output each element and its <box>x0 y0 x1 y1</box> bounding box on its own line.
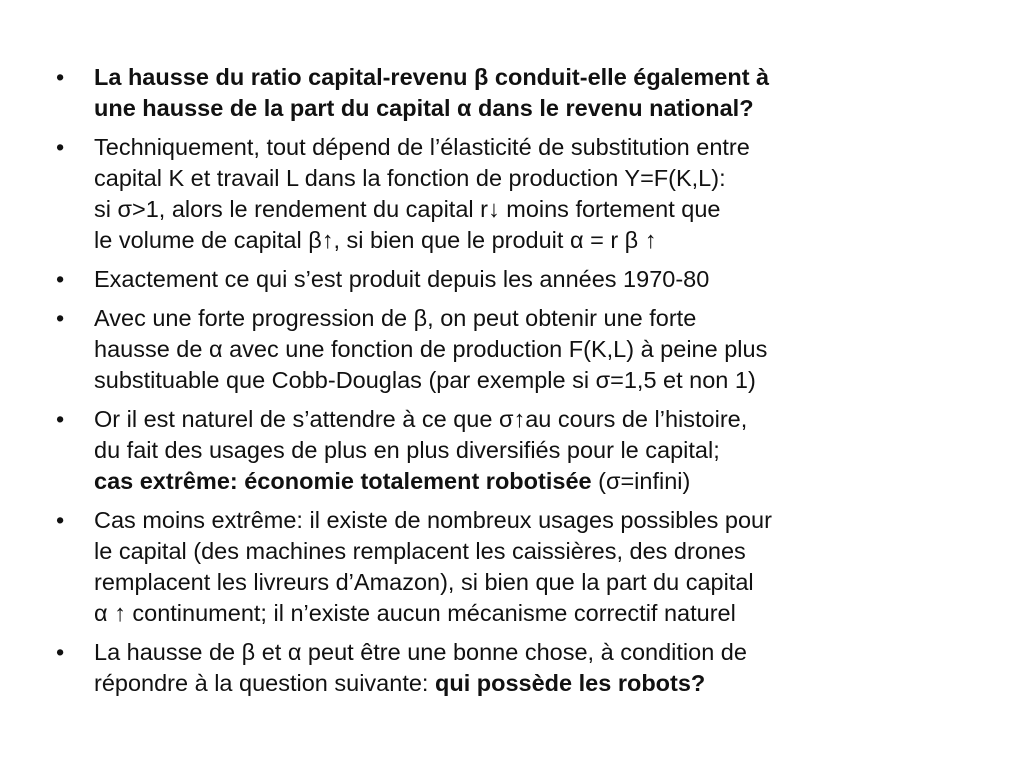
text-segment: remplacent les livreurs d’Amazon), si bien que la part du capital <box>94 569 754 595</box>
text-segment: Or il est naturel de s’attendre à ce que σ↑au cours de l’histoire, <box>94 406 748 432</box>
bullet-line <box>94 303 984 334</box>
bullet-line <box>94 637 984 668</box>
bullet-line <box>94 598 984 629</box>
bullet-point-icon: • <box>56 507 65 533</box>
bullet-item <box>52 404 984 497</box>
text-segment: Techniquement, tout dépend de l’élasticité de substitution entre <box>94 134 750 160</box>
bullet-line <box>94 365 984 396</box>
bullet-item <box>52 637 984 699</box>
bullet-item <box>52 264 984 295</box>
bullet-line <box>94 567 984 598</box>
bullet-point-icon: • <box>56 134 65 160</box>
text-segment: répondre à la question suivante: <box>94 670 435 696</box>
bullet-point-icon: • <box>56 305 65 331</box>
bullet-line <box>94 62 984 93</box>
text-segment: α ↑ continument; il n’existe aucun mécanisme correctif naturel <box>94 600 736 626</box>
text-segment: substituable que Cobb-Douglas (par exemple si σ=1,5 et non 1) <box>94 367 756 393</box>
bullet-line <box>94 194 984 225</box>
bullet-line <box>94 505 984 536</box>
text-segment: (σ=infini) <box>591 468 691 494</box>
bullet-point-icon: • <box>56 64 65 90</box>
bold-text-segment: qui possède les robots? <box>434 670 706 696</box>
text-segment: Exactement ce qui s’est produit depuis les années 1970-80 <box>94 266 710 292</box>
text-segment: le capital (des machines remplacent les caissières, des drones <box>94 538 746 564</box>
bullet-line <box>94 93 984 124</box>
text-segment: Avec une forte progression de β, on peut obtenir une forte <box>94 305 697 331</box>
text-segment: le volume de capital β↑, si bien que le produit α = r β ↑ <box>94 227 657 253</box>
bold-text-segment: La hausse du ratio capital-revenu β conduit-elle également à <box>94 64 770 90</box>
bullet-line <box>94 163 984 194</box>
bullet-point-icon: • <box>56 639 65 665</box>
text-segment: si σ>1, alors le rendement du capital r↓ moins fortement que <box>94 196 721 222</box>
bullet-line <box>94 536 984 567</box>
text-segment: La hausse de β et α peut être une bonne chose, à condition de <box>94 639 747 665</box>
bold-text-segment: cas extrême: économie totalement robotisée <box>94 468 592 494</box>
bullet-line <box>94 466 984 497</box>
bullet-line <box>94 225 984 256</box>
bullet-item <box>52 62 984 124</box>
text-segment: Cas moins extrême: il existe de nombreux usages possibles pour <box>94 507 772 533</box>
bold-text-segment: une hausse de la part du capital α dans le revenu national? <box>94 95 754 121</box>
bullet-item <box>52 505 984 629</box>
bullet-list <box>52 62 984 699</box>
bullet-item <box>52 303 984 396</box>
bullet-line <box>94 132 984 163</box>
bullet-line <box>94 334 984 365</box>
bullet-item <box>52 132 984 256</box>
text-segment: du fait des usages de plus en plus diversifiés pour le capital; <box>94 437 720 463</box>
bullet-line <box>94 435 984 466</box>
bullet-line <box>94 404 984 435</box>
bullet-point-icon: • <box>56 406 65 432</box>
text-segment: hausse de α avec une fonction de production F(K,L) à peine plus <box>94 336 768 362</box>
bullet-line <box>94 264 984 295</box>
bullet-point-icon: • <box>56 266 65 292</box>
bullet-line <box>94 668 984 699</box>
text-segment: capital K et travail L dans la fonction de production Y=F(K,L): <box>94 165 726 191</box>
